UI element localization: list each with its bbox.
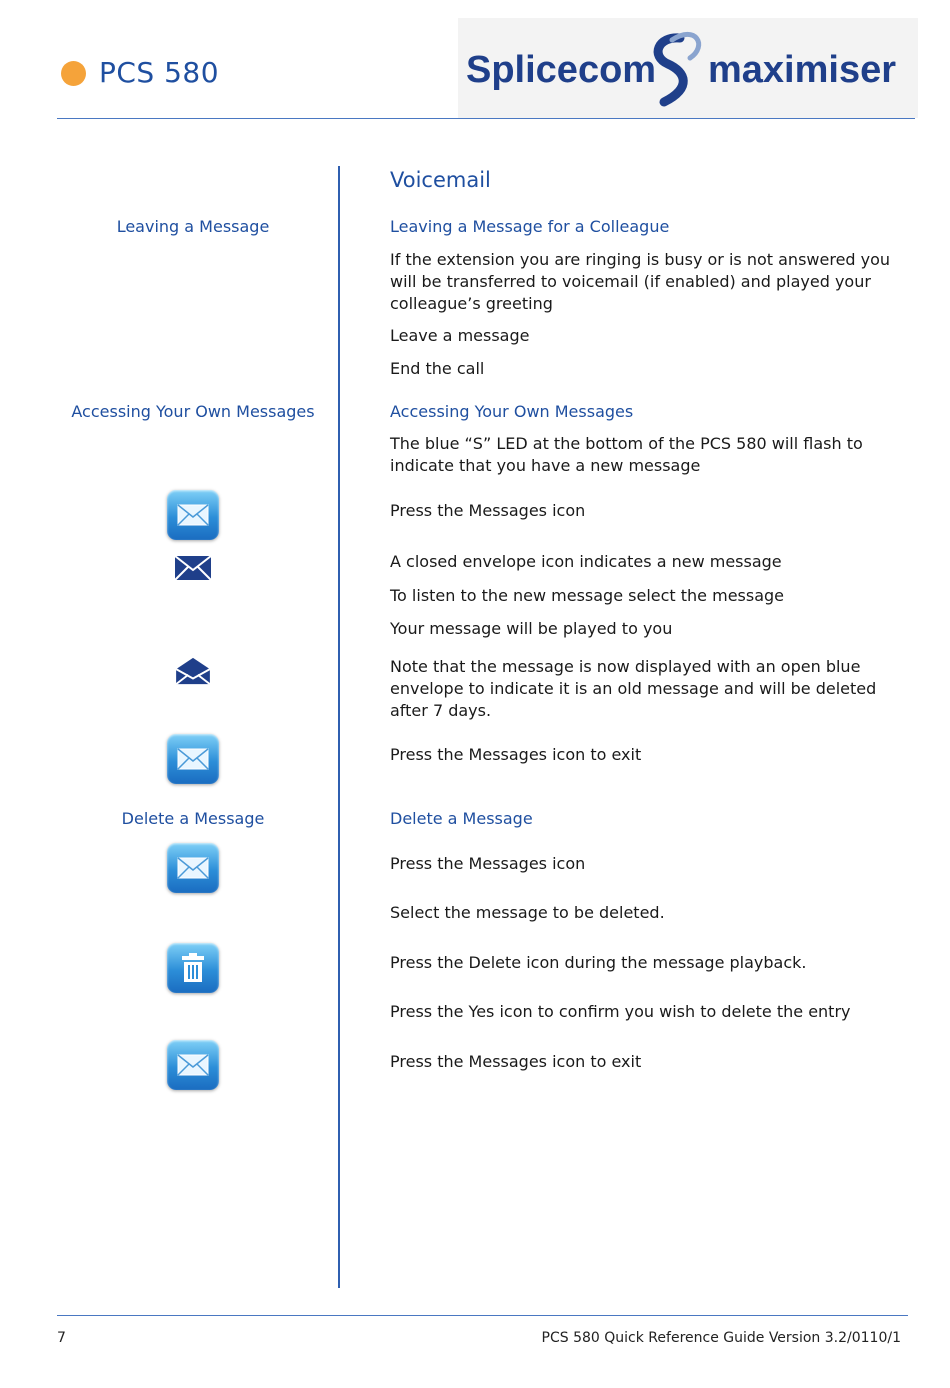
accessing-intro: The blue “S” LED at the bottom of the PCS 580 will flash to indicate that you have a new message bbox=[390, 434, 863, 475]
accessing-closed-envelope: A closed envelope icon indicates a new message bbox=[390, 552, 782, 571]
accessing-listen: To listen to the new message select the message bbox=[390, 586, 785, 605]
leaving-paragraph-1: If the extension you are ringing is busy or is not answered you will be transferred to voicemail (if enabled) and played your colleague’s greeting bbox=[390, 250, 891, 313]
logo-text-left: Splicecom bbox=[466, 49, 657, 91]
footer-divider bbox=[57, 1315, 908, 1316]
delete-step-2: Select the message to be deleted. bbox=[390, 903, 665, 922]
header-dot bbox=[61, 61, 86, 86]
section-title: Voicemail bbox=[390, 168, 491, 192]
delete-step-3: Press the Delete icon during the message playback. bbox=[390, 953, 807, 972]
leaving-paragraph-3: End the call bbox=[390, 359, 485, 378]
splicecom-maximiser-logo bbox=[458, 18, 918, 118]
messages-icon bbox=[167, 843, 219, 893]
closed-envelope-icon bbox=[173, 553, 213, 583]
delete-step-1: Press the Messages icon bbox=[390, 854, 586, 873]
side-label-leaving: Leaving a Message bbox=[116, 217, 270, 236]
side-label-delete: Delete a Message bbox=[121, 809, 265, 828]
heading-leaving: Leaving a Message for a Colleague bbox=[390, 217, 670, 236]
page-number: 7 bbox=[57, 1330, 66, 1346]
header-divider bbox=[57, 118, 915, 119]
delete-step-5: Press the Messages icon to exit bbox=[390, 1052, 642, 1071]
messages-icon bbox=[167, 734, 219, 784]
delete-icon bbox=[167, 943, 219, 993]
logo-text-right: maximiser bbox=[708, 49, 897, 91]
messages-icon bbox=[167, 1040, 219, 1090]
column-divider bbox=[338, 166, 340, 1288]
open-envelope-icon bbox=[173, 656, 213, 686]
footer-guide-title: PCS 580 Quick Reference Guide Version 3.2/0110/1 bbox=[541, 1330, 901, 1346]
messages-icon bbox=[167, 490, 219, 540]
leaving-paragraph-2: Leave a message bbox=[390, 326, 530, 345]
heading-delete: Delete a Message bbox=[390, 809, 533, 828]
accessing-played: Your message will be played to you bbox=[390, 619, 673, 638]
accessing-note: Note that the message is now displayed with an open blue envelope to indicate it is an old message and will be deleted after 7 days. bbox=[390, 657, 877, 720]
delete-step-4: Press the Yes icon to confirm you wish to delete the entry bbox=[390, 1002, 851, 1021]
accessing-exit: Press the Messages icon to exit bbox=[390, 745, 642, 764]
accessing-press-messages: Press the Messages icon bbox=[390, 501, 586, 520]
heading-accessing: Accessing Your Own Messages bbox=[390, 402, 634, 421]
product-title: PCS 580 bbox=[99, 56, 220, 89]
side-label-accessing: Accessing Your Own Messages bbox=[71, 402, 315, 421]
